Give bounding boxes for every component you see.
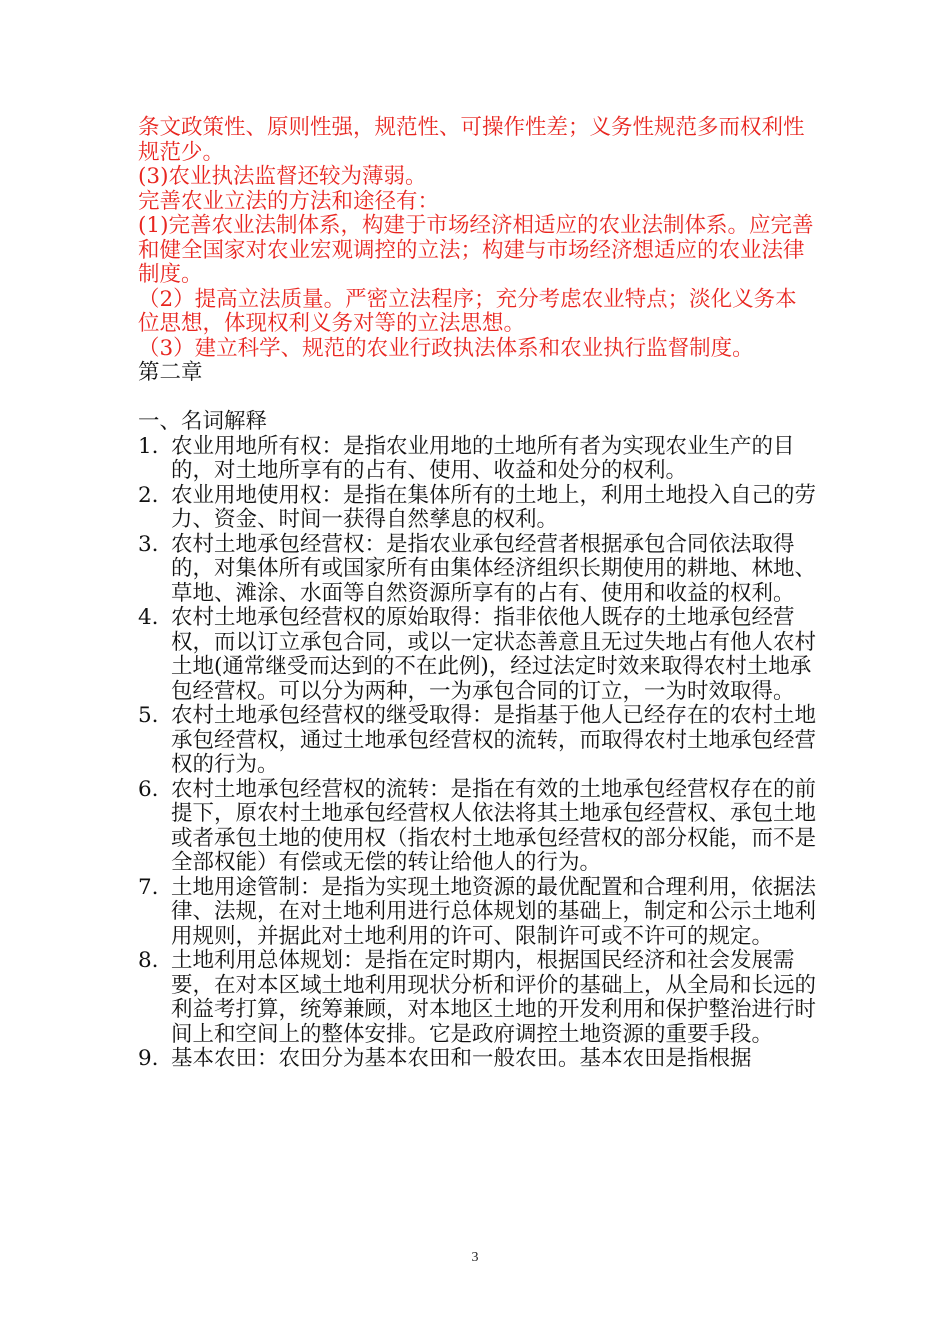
paragraph: 条文政策性、原则性强，规范性、可操作性差；义务性规范多而权利性规范少。 bbox=[138, 115, 805, 165]
document-page bbox=[138, 116, 818, 1072]
list-item bbox=[138, 435, 818, 484]
paragraph: （2）提高立法质量。严密立法程序；充分考虑农业特点；淡化义务本位思想，体现权利义务对等的立法思想。 bbox=[138, 286, 797, 336]
paragraph: 完善农业立法的方法和途径有： bbox=[138, 188, 440, 214]
list-item bbox=[138, 949, 818, 1047]
list-item bbox=[138, 484, 818, 533]
item-text: 土地利用总体规划：是指在定时期内，根据国民经济和社会发展需要，在对本区域土地利用现状分析和评价的基础上，从全局和长远的利益考打算，统筹兼顾，对本地区土地的开发利用和保护整治进行时间上和空间上的整体安排。它是政府调控土地资源的重要手段。 bbox=[171, 948, 817, 1047]
item-text: 基本农田：农田分为基本农田和一般农田。基本农田是指根据 bbox=[171, 1046, 752, 1071]
red-section bbox=[138, 116, 818, 361]
list-item bbox=[138, 533, 818, 607]
paragraph: （3）建立科学、规范的农业行政执法体系和农业执行监督制度。 bbox=[138, 335, 754, 361]
item-text: 农村土地承包经营权的继受取得：是指基于他人已经存在的农村土地承包经营权，通过土地承包经营权的流转，而取得农村土地承包经营权的行为。 bbox=[171, 703, 817, 777]
item-number: 9. bbox=[138, 1046, 159, 1071]
list-item bbox=[138, 1047, 818, 1072]
item-number: 8. bbox=[138, 948, 159, 973]
item-number: 2. bbox=[138, 482, 159, 508]
list-item bbox=[138, 778, 818, 876]
list-item bbox=[138, 606, 818, 704]
term-list bbox=[138, 435, 818, 1072]
list-item bbox=[138, 876, 818, 950]
item-text: 农业用地所有权：是指农业用地的土地所有者为实现农业生产的目的，对土地所享有的占有、使用、收益和处分的权利。 bbox=[171, 433, 795, 483]
item-number: 3. bbox=[138, 531, 159, 557]
list-item bbox=[138, 704, 818, 778]
page-number: 3 bbox=[471, 1250, 479, 1265]
item-text: 土地用途管制：是指为实现土地资源的最优配置和合理利用，依据法律、法规，在对土地利用进行总体规划的基础上，制定和公示土地利用规则，并据此对土地利用的许可、限制许可或不许可的规定。 bbox=[171, 874, 817, 949]
item-text: 农村土地承包经营权：是指农业承包经营者根据承包合同依法取得的，对集体所有或国家所有由集体经济组织长期使用的耕地、林地、草地、滩涂、水面等自然资源所享有的占有、使用和收益的权利。 bbox=[171, 531, 817, 606]
section-title: 一、名词解释 bbox=[138, 409, 268, 434]
item-text: 农业用地使用权：是指在集体所有的土地上，利用土地投入自己的劳力、资金、时间一获得自然孳息的权利。 bbox=[171, 482, 817, 532]
chapter-title: 第二章 bbox=[138, 360, 203, 385]
paragraph: (1)完善农业法制体系，构建于市场经济相适应的农业法制体系。应完善和健全国家对农业宏观调控的立法；构建与市场经济想适应的农业法律制度。 bbox=[138, 213, 814, 287]
item-number: 6. bbox=[138, 776, 159, 802]
item-text: 农村土地承包经营权的流转：是指在有效的土地承包经营权存在的前提下，原农村土地承包经营权人依法将其土地承包经营权、承包土地或者承包土地的使用权（指农村土地承包经营权的部分权能，而不是全部权能）有偿或无偿的转让给他人的行为。 bbox=[171, 776, 817, 875]
item-number: 5. bbox=[138, 703, 159, 728]
item-number: 4. bbox=[138, 605, 159, 630]
item-number: 7. bbox=[138, 874, 159, 900]
paragraph: (3)农业执法监督还较为薄弱。 bbox=[138, 164, 427, 189]
item-text: 农村土地承包经营权的原始取得：指非依他人既存的土地承包经营权，而以订立承包合同，或以一定状态善意且无过失地占有他人农村土地(通常继受而达到的不在此例)，经过法定时效来取得农村土地承包经营权。可以分为两种，一为承包合同的订立，一为时效取得。 bbox=[171, 605, 817, 704]
item-number: 1. bbox=[138, 433, 159, 459]
